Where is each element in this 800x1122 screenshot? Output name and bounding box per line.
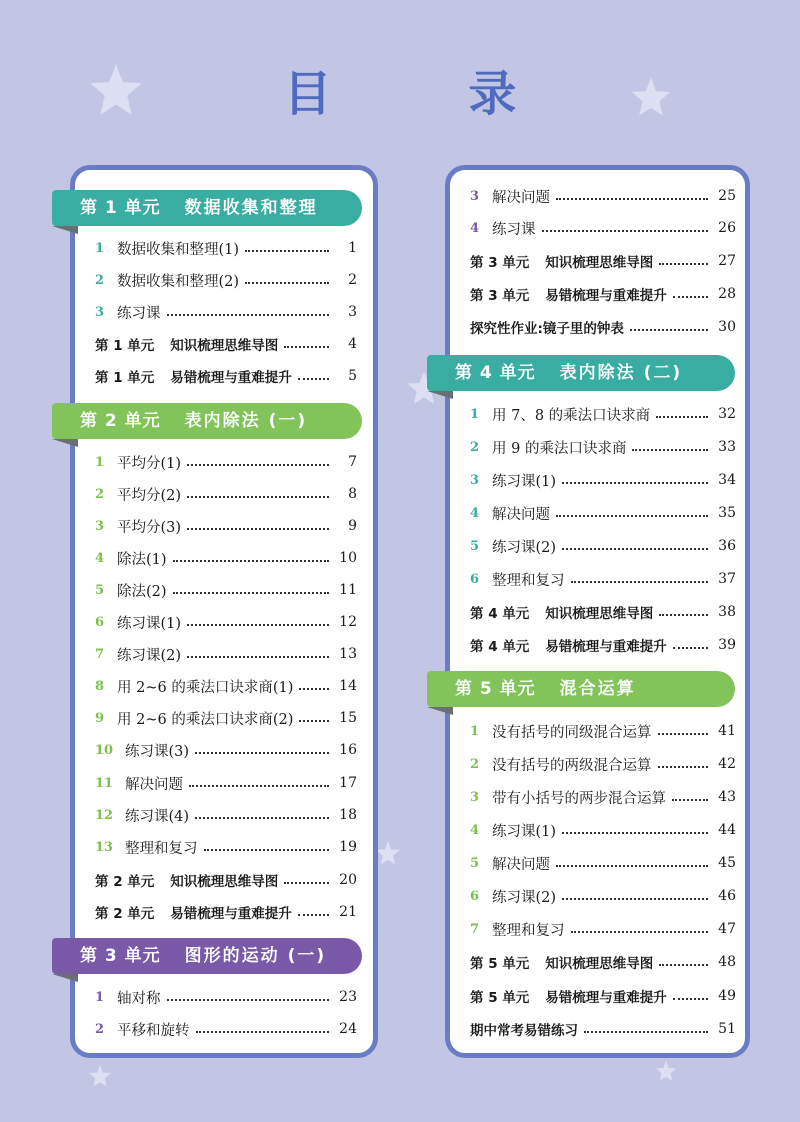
unit-number: 第 4 单元 (455, 363, 536, 383)
page-number: 49 (718, 988, 736, 1004)
toc-entry[interactable] (95, 705, 357, 731)
dot-leader (204, 849, 330, 851)
toc-entry[interactable] (95, 770, 357, 796)
lesson-number: 6 (95, 614, 105, 630)
lesson-number: 11 (95, 775, 114, 791)
lesson-number: 1 (95, 240, 105, 256)
page-number: 51 (718, 1021, 736, 1037)
entry-label: 用 2~6 的乘法口诀求商(1) (117, 679, 294, 696)
entry-label: 数据收集和整理(2) (117, 273, 240, 290)
toc-entry[interactable] (95, 513, 357, 539)
entry-label: 练习课 (492, 221, 536, 238)
lesson-number: 3 (470, 789, 480, 805)
page-number: 2 (348, 272, 357, 288)
page-title: 目 录 (283, 66, 577, 122)
unit-banner[interactable] (427, 671, 735, 707)
toc-entry[interactable] (470, 718, 736, 744)
entry-label: 用 2~6 的乘法口诀求商(2) (117, 711, 294, 728)
lesson-number: 6 (470, 571, 480, 587)
star-icon (88, 1064, 112, 1088)
entry-label: 练习课(4) (125, 808, 190, 825)
toc-entry[interactable] (95, 737, 357, 763)
toc-entry[interactable] (470, 751, 736, 777)
page-number: 37 (718, 571, 736, 587)
toc-entry[interactable] (470, 784, 736, 810)
lesson-number: 3 (470, 472, 480, 488)
lesson-number: 8 (95, 678, 105, 694)
dot-leader (284, 346, 329, 348)
lesson-number: 2 (95, 1021, 105, 1037)
toc-entry[interactable] (95, 984, 357, 1010)
dot-leader (656, 416, 708, 418)
dot-leader (167, 314, 330, 316)
toc-entry[interactable] (95, 267, 357, 293)
toc-entry[interactable] (95, 802, 357, 828)
entry-label: 易错梳理与重难提升 (545, 990, 667, 1006)
page-number: 35 (718, 505, 736, 521)
entry-label: 没有括号的两级混合运算 (492, 757, 652, 774)
banner-fold (427, 707, 453, 715)
lesson-number: 5 (470, 855, 480, 871)
entry-label: 除法(2) (117, 583, 167, 600)
dot-leader (299, 688, 329, 690)
page-number: 41 (718, 723, 736, 739)
unit-prefix: 第 4 单元 (470, 606, 530, 622)
page-number: 34 (718, 472, 736, 488)
toc-entry[interactable] (95, 481, 357, 507)
page-number: 8 (348, 486, 357, 502)
dot-leader (195, 752, 329, 754)
page-number: 46 (718, 888, 736, 904)
toc-entry[interactable] (95, 834, 357, 860)
lesson-number: 9 (95, 710, 105, 726)
dot-leader (659, 614, 708, 616)
lesson-number: 1 (95, 989, 105, 1005)
page-number: 18 (339, 807, 357, 823)
unit-prefix: 第 2 单元 (95, 874, 155, 890)
dot-leader (584, 1031, 708, 1033)
page-number: 3 (348, 304, 357, 320)
entry-label: 用 7、8 的乘法口诀求商 (492, 407, 651, 424)
lesson-number: 5 (95, 582, 105, 598)
dot-leader (673, 647, 708, 649)
page-number: 38 (718, 604, 736, 620)
page-number: 16 (339, 742, 357, 758)
lesson-number: 7 (95, 646, 105, 662)
lesson-number: 1 (470, 406, 480, 422)
entry-label: 练习课(1) (492, 473, 557, 490)
toc-entry[interactable] (470, 314, 736, 340)
lesson-number: 7 (470, 921, 480, 937)
entry-label: 用 9 的乘法口诀求商 (492, 440, 627, 457)
page-number: 48 (718, 954, 736, 970)
dot-leader (284, 882, 329, 884)
unit-name: 数据收集和整理 (184, 198, 318, 218)
toc-entry[interactable] (470, 500, 736, 526)
dot-leader (632, 449, 708, 451)
page-number: 30 (718, 319, 736, 335)
dot-leader (562, 898, 708, 900)
unit-banner[interactable] (52, 938, 362, 974)
dot-leader (630, 329, 708, 331)
toc-entry[interactable] (470, 566, 736, 592)
page-number: 19 (339, 839, 357, 855)
toc-entry[interactable] (470, 850, 736, 876)
entry-label: 知识梳理思维导图 (170, 338, 279, 354)
page-number: 47 (718, 921, 736, 937)
entry-label: 带有小括号的两步混合运算 (492, 790, 666, 807)
lesson-number: 3 (470, 188, 480, 204)
dot-leader (672, 799, 708, 801)
unit-banner[interactable] (52, 403, 362, 439)
dot-leader (659, 263, 708, 265)
dot-leader (196, 1031, 330, 1033)
star-icon (375, 840, 401, 866)
entry-label: 练习课(1) (117, 615, 182, 632)
entry-label: 数据收集和整理(1) (117, 241, 240, 258)
dot-leader (173, 592, 329, 594)
dot-leader (173, 560, 329, 562)
lesson-number: 3 (95, 518, 105, 534)
page-number: 20 (339, 872, 357, 888)
dot-leader (562, 482, 708, 484)
entry-label: 整理和复习 (125, 840, 198, 857)
page-number: 44 (718, 822, 736, 838)
dot-leader (571, 931, 709, 933)
page-number: 33 (718, 439, 736, 455)
lesson-number: 2 (95, 486, 105, 502)
unit-number: 第 2 单元 (80, 411, 161, 431)
entry-label: 易错梳理与重难提升 (545, 288, 667, 304)
dot-leader (187, 624, 329, 626)
lesson-number: 4 (95, 550, 105, 566)
toc-entry[interactable] (95, 899, 357, 925)
toc-entry[interactable] (470, 916, 736, 942)
entry-label: 整理和复习 (492, 572, 565, 589)
toc-entry[interactable] (470, 1016, 736, 1042)
toc-entry[interactable] (470, 632, 736, 658)
dot-leader (571, 581, 709, 583)
toc-entry[interactable] (470, 215, 736, 241)
dot-leader (542, 230, 709, 232)
page-number: 23 (339, 989, 357, 1005)
lesson-number: 4 (470, 505, 480, 521)
page-number: 11 (339, 582, 357, 598)
entry-label: 知识梳理思维导图 (170, 874, 279, 890)
entry-label: 练习课(2) (117, 647, 182, 664)
unit-name: 混合运算 (559, 679, 636, 699)
entry-label: 解决问题 (492, 506, 550, 523)
toc-entry[interactable] (470, 533, 736, 559)
dot-leader (562, 832, 708, 834)
page-number: 26 (718, 220, 736, 236)
toc-entry[interactable] (95, 673, 357, 699)
toc-entry[interactable] (95, 867, 357, 893)
dot-leader (658, 766, 709, 768)
page-number: 14 (339, 678, 357, 694)
banner-fold (52, 226, 78, 234)
unit-prefix: 第 3 单元 (470, 255, 530, 271)
lesson-number: 12 (95, 807, 114, 823)
toc-entry[interactable] (95, 235, 357, 261)
page-number: 7 (348, 454, 357, 470)
toc-entry[interactable] (470, 817, 736, 843)
unit-prefix: 第 1 单元 (95, 338, 155, 354)
star-icon (655, 1060, 677, 1082)
entry-label: 期中常考易错练习 (470, 1023, 578, 1039)
page-number: 24 (339, 1021, 357, 1037)
toc-entry[interactable] (95, 545, 357, 571)
page-number: 12 (339, 614, 357, 630)
entry-label: 除法(1) (117, 551, 167, 568)
lesson-number: 10 (95, 742, 114, 758)
page-number: 43 (718, 789, 736, 805)
lesson-number: 2 (95, 272, 105, 288)
unit-name: 表内除法 (一) (184, 411, 308, 431)
page-number: 10 (339, 550, 357, 566)
entry-label: 没有括号的同级混合运算 (492, 724, 652, 741)
toc-entry[interactable] (95, 331, 357, 357)
toc-entry[interactable] (95, 609, 357, 635)
entry-label: 平移和旋转 (117, 1022, 190, 1039)
unit-prefix: 第 5 单元 (470, 990, 530, 1006)
page-number: 28 (718, 286, 736, 302)
entry-label: 知识梳理思维导图 (545, 255, 654, 271)
unit-prefix: 第 1 单元 (95, 370, 155, 386)
dot-leader (658, 733, 709, 735)
page-number: 1 (348, 240, 357, 256)
dot-leader (245, 250, 329, 252)
page-number: 15 (339, 710, 357, 726)
entry-label: 知识梳理思维导图 (545, 956, 654, 972)
lesson-number: 3 (95, 304, 105, 320)
unit-number: 第 5 单元 (455, 679, 536, 699)
page-number: 45 (718, 855, 736, 871)
toc-entry[interactable] (470, 434, 736, 460)
entry-label: 平均分(1) (117, 455, 182, 472)
unit-prefix: 第 3 单元 (470, 288, 530, 304)
banner-fold (52, 439, 78, 447)
toc-entry[interactable] (470, 248, 736, 274)
toc-entry[interactable] (95, 1016, 357, 1042)
page-number: 25 (718, 188, 736, 204)
entry-label: 练习课 (117, 305, 161, 322)
page-number: 9 (348, 518, 357, 534)
entry-label: 易错梳理与重难提升 (170, 906, 292, 922)
dot-leader (673, 296, 708, 298)
unit-prefix: 第 4 单元 (470, 639, 530, 655)
lesson-number: 5 (470, 538, 480, 554)
entry-label: 轴对称 (117, 990, 161, 1007)
toc-entry[interactable] (470, 281, 736, 307)
entry-label: 平均分(3) (117, 519, 182, 536)
dot-leader (189, 785, 329, 787)
entry-label: 知识梳理思维导图 (545, 606, 654, 622)
unit-name: 图形的运动 (一) (184, 946, 327, 966)
lesson-number: 4 (470, 822, 480, 838)
toc-entry[interactable] (95, 641, 357, 667)
toc-entry[interactable] (470, 401, 736, 427)
page-number: 42 (718, 756, 736, 772)
dot-leader (299, 720, 329, 722)
dot-leader (245, 282, 329, 284)
entry-label: 解决问题 (125, 776, 183, 793)
dot-leader (556, 198, 708, 200)
toc-entry[interactable] (95, 449, 357, 475)
toc-entry[interactable] (95, 577, 357, 603)
toc-entry[interactable] (470, 599, 736, 625)
lesson-number: 1 (95, 454, 105, 470)
page-number: 21 (339, 904, 357, 920)
page-number: 36 (718, 538, 736, 554)
entry-label: 平均分(2) (117, 487, 182, 504)
dot-leader (187, 656, 329, 658)
lesson-number: 6 (470, 888, 480, 904)
dot-leader (187, 464, 329, 466)
lesson-number: 4 (470, 220, 480, 236)
page-number: 13 (339, 646, 357, 662)
page-number: 5 (348, 368, 357, 384)
dot-leader (195, 817, 329, 819)
unit-banner[interactable] (427, 355, 735, 391)
dot-leader (556, 515, 708, 517)
banner-fold (427, 391, 453, 399)
page-number: 39 (718, 637, 736, 653)
dot-leader (562, 548, 708, 550)
dot-leader (556, 865, 708, 867)
dot-leader (673, 998, 708, 1000)
dot-leader (659, 964, 708, 966)
unit-number: 第 1 单元 (80, 198, 161, 218)
page-number: 27 (718, 253, 736, 269)
toc-entry[interactable] (470, 949, 736, 975)
toc-entry[interactable] (470, 183, 736, 209)
unit-number: 第 3 单元 (80, 946, 161, 966)
toc-entry[interactable] (470, 983, 736, 1009)
lesson-number: 2 (470, 439, 480, 455)
unit-name: 表内除法 (二) (559, 363, 683, 383)
entry-label: 易错梳理与重难提升 (170, 370, 292, 386)
page-number: 4 (348, 336, 357, 352)
toc-entry[interactable] (95, 299, 357, 325)
dot-leader (298, 378, 329, 380)
toc-entry[interactable] (95, 363, 357, 389)
lesson-number: 13 (95, 839, 114, 855)
entry-label: 练习课(1) (492, 823, 557, 840)
unit-banner[interactable] (52, 190, 362, 226)
dot-leader (298, 914, 329, 916)
entry-label: 解决问题 (492, 189, 550, 206)
lesson-number: 2 (470, 756, 480, 772)
page-number: 17 (339, 775, 357, 791)
dot-leader (167, 999, 330, 1001)
entry-label: 练习课(2) (492, 889, 557, 906)
dot-leader (187, 496, 329, 498)
banner-fold (52, 974, 78, 982)
lesson-number: 1 (470, 723, 480, 739)
dot-leader (187, 528, 329, 530)
toc-entry[interactable] (470, 467, 736, 493)
toc-entry[interactable] (470, 883, 736, 909)
entry-label: 易错梳理与重难提升 (545, 639, 667, 655)
entry-label: 整理和复习 (492, 922, 565, 939)
entry-label: 解决问题 (492, 856, 550, 873)
entry-label: 练习课(2) (492, 539, 557, 556)
unit-prefix: 第 2 单元 (95, 906, 155, 922)
entry-label: 探究性作业:镜子里的钟表 (470, 321, 624, 337)
entry-label: 练习课(3) (125, 743, 190, 760)
page-number: 32 (718, 406, 736, 422)
unit-prefix: 第 5 单元 (470, 956, 530, 972)
